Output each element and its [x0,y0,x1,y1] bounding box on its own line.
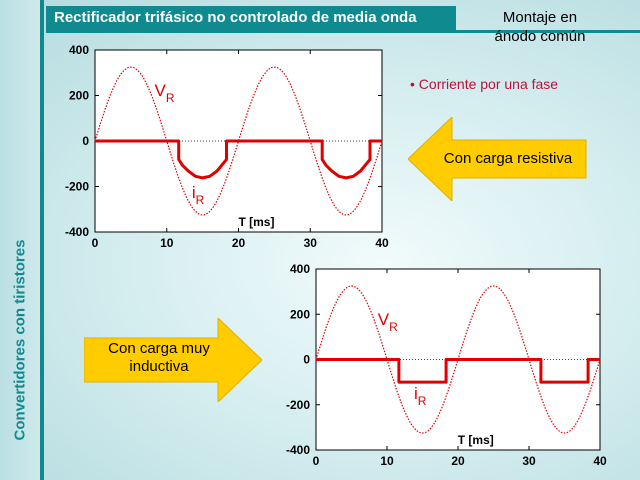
vr-label: $V_R$ [154,81,175,105]
x-tick-label: 20 [231,236,246,250]
montaje-line-1: Montaje en [502,9,578,26]
y-tick-label: 400 [289,262,310,276]
phase-current-note: • Corriente por una fase [410,76,559,92]
x-tick-label: 0 [91,236,99,250]
callout-resistive-text: Con carga resistiva [443,150,573,167]
montaje-line-2: ánodo común [494,28,586,45]
vr-label: $V_R$ [377,310,398,334]
y-tick-label: 200 [289,307,310,322]
x-tick-label: 40 [375,236,389,250]
x-tick-label: 20 [451,454,465,468]
x-tick-label: 10 [380,454,394,468]
y-tick-label: -200 [64,179,89,194]
y-tick-label: -400 [64,225,89,239]
x-tick-label: 30 [303,236,317,250]
y-tick-label: 200 [68,88,89,103]
x-tick-label: 10 [160,236,174,250]
x-tick-label: 40 [593,454,607,468]
y-tick-label: 400 [68,43,89,57]
x-tick-label: 30 [522,454,536,468]
y-tick-label: -400 [285,443,310,457]
slide-title: Rectificador trifásico no controlado de media onda [46,6,456,30]
vertical-title: Convertidores con tiristores [11,239,29,441]
y-tick-label: 0 [303,352,310,367]
callout-inductive-line-1: Con carga muy [108,340,210,357]
callout-inductive-line-2: inductiva [129,358,189,375]
y-tick-label: -200 [285,397,310,412]
ir-label: $i_R$ [413,384,427,408]
x-axis-label: T [ms] [457,433,494,447]
x-axis-label: T [ms] [238,215,275,229]
ir-label: $i_R$ [191,183,205,207]
x-tick-label: 0 [312,454,320,468]
y-tick-label: 0 [82,134,89,148]
